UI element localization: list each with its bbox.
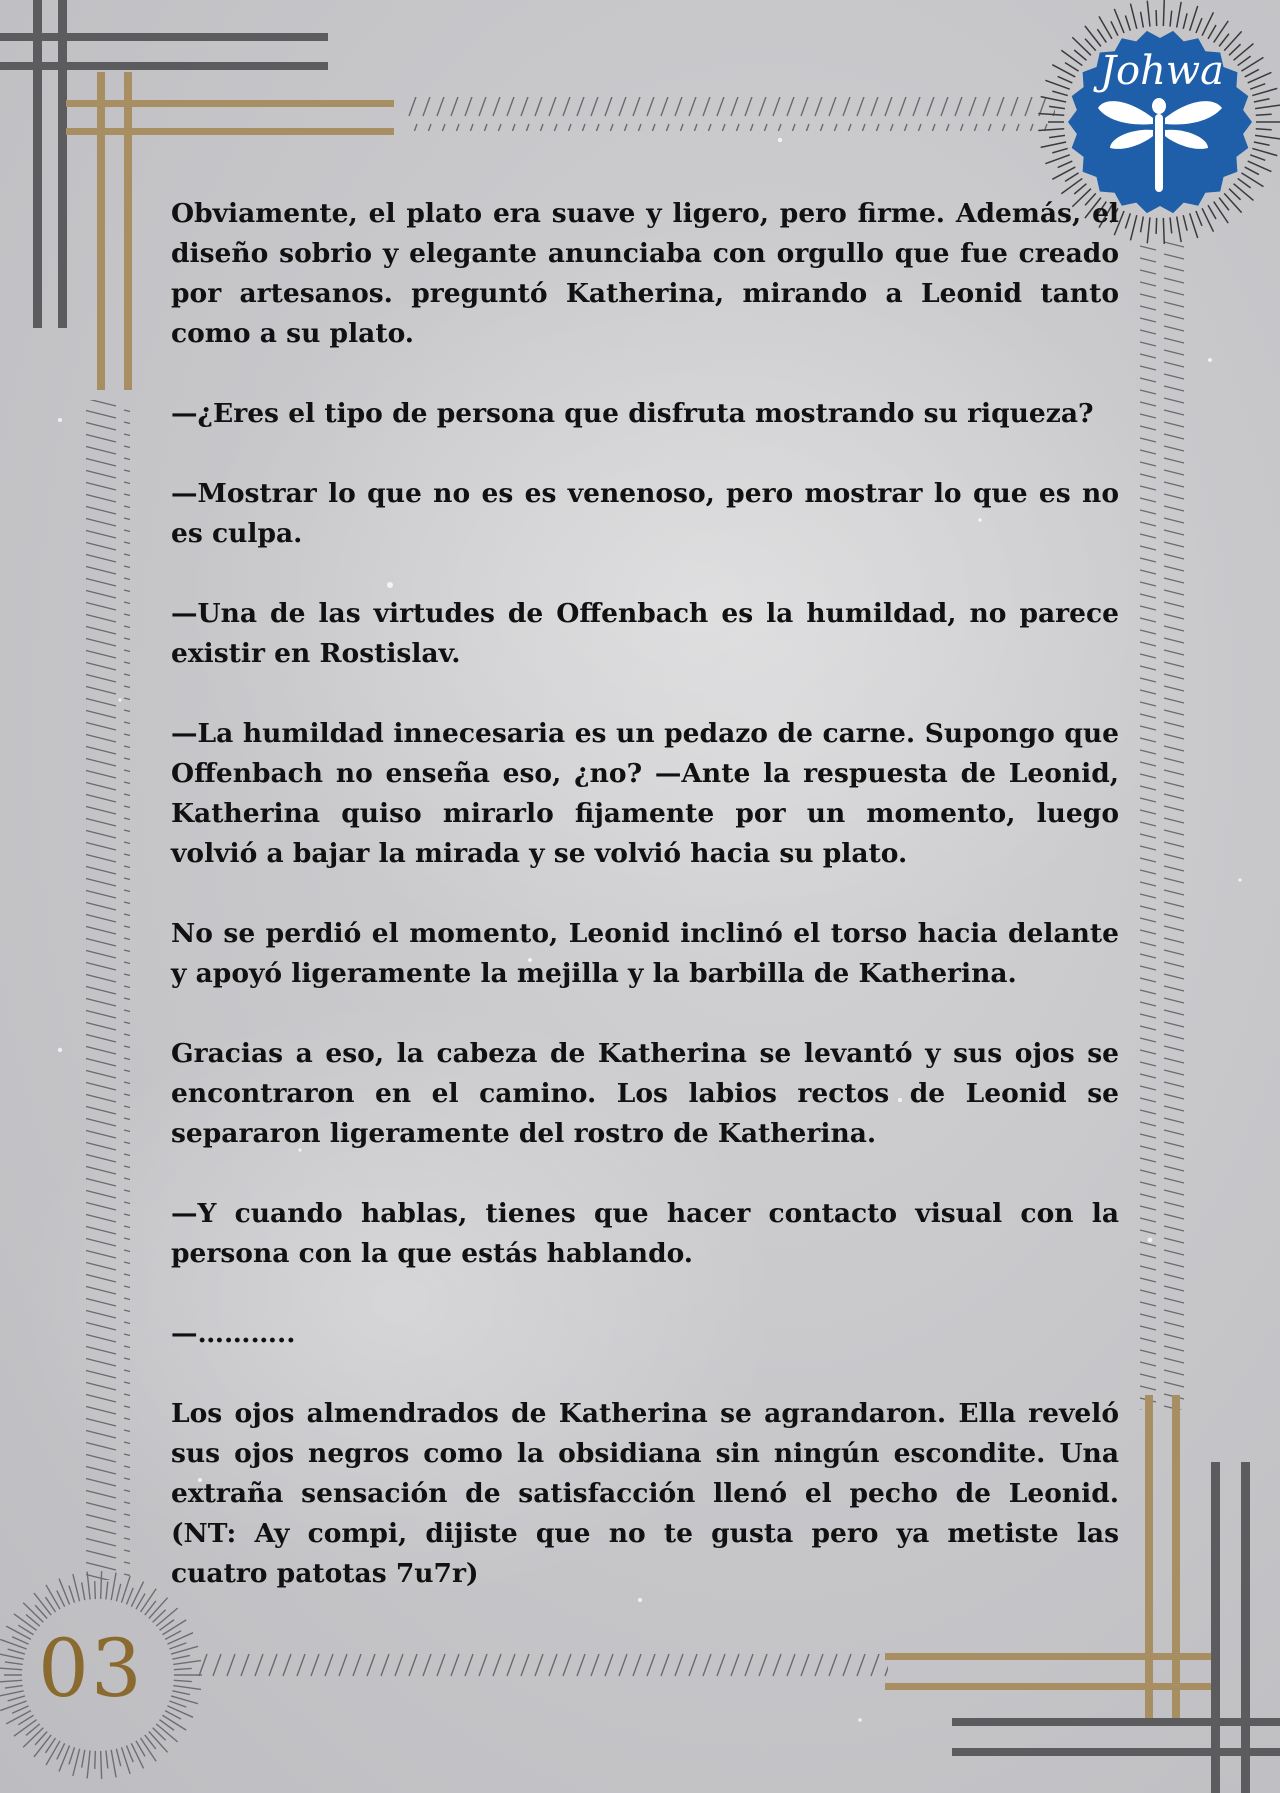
sunburst-ray <box>14 1720 37 1736</box>
sunburst-ray <box>1256 114 1272 115</box>
sunburst-ray <box>1245 69 1259 77</box>
sunburst-ray <box>1214 202 1229 224</box>
sunburst-ray <box>1045 80 1069 89</box>
sunburst-ray <box>172 1655 190 1659</box>
sunburst-ray <box>173 1686 201 1690</box>
sunburst-ray <box>1254 99 1270 102</box>
sunburst-ray <box>167 1706 193 1717</box>
sunburst-ray <box>73 1574 80 1601</box>
sunburst-ray <box>1238 56 1251 65</box>
sunburst-ray <box>5 1662 23 1665</box>
sunburst-ray <box>1049 135 1065 137</box>
sunburst-ray <box>1214 21 1229 43</box>
sunburst-ray <box>1045 155 1069 164</box>
sunburst-ray <box>1183 13 1187 29</box>
sunburst-ray <box>140 1738 156 1761</box>
sunburst-ray <box>1141 217 1144 233</box>
sunburst-ray <box>1241 57 1263 71</box>
sunburst-ray <box>167 1633 193 1644</box>
story-text <box>171 194 1119 1634</box>
sunburst-ray <box>6 1626 31 1639</box>
sunburst-ray <box>1255 105 1280 109</box>
sunburst-ray <box>111 1750 116 1778</box>
sunburst-ray <box>12 1637 28 1644</box>
sunburst-ray <box>101 1571 102 1599</box>
sunburst-ray <box>1163 0 1164 26</box>
paragraph: —¿Eres el tipo de persona que disfruta mostrando su riqueza? <box>171 398 1094 429</box>
sunburst-ray <box>0 1680 22 1682</box>
sunburst-ray <box>82 1582 85 1600</box>
sunburst-ray <box>12 1706 28 1713</box>
sunburst-ray <box>1147 1 1150 27</box>
sunburst-ray <box>69 1747 75 1764</box>
sunburst-ray <box>46 1741 60 1765</box>
sunburst-ray <box>1170 217 1172 233</box>
sunburst-ray <box>1097 29 1106 42</box>
sunburst-ray <box>1252 148 1277 155</box>
sunburst-ray <box>46 1585 60 1609</box>
sunburst-ray <box>106 1751 108 1769</box>
sunburst-ray <box>1170 11 1172 27</box>
sunburst-ray <box>173 1661 201 1665</box>
sunburst-ray <box>162 1715 186 1730</box>
sunburst-ray <box>1196 211 1202 226</box>
sunburst-ray <box>1072 37 1091 55</box>
sunburst-ray <box>116 1749 120 1766</box>
sunburst-ray <box>1190 213 1198 238</box>
sunburst-ray <box>106 1582 108 1600</box>
sunburst-ray <box>23 1728 43 1747</box>
sunburst-ray <box>169 1701 186 1707</box>
sunburst-ray <box>1219 34 1229 47</box>
sunburst-ray <box>34 1735 51 1757</box>
paragraph: —Y cuando hablas, tienes que hacer contacto visual con la persona con la que estás hablando. <box>171 1198 1119 1269</box>
sunburst-ray <box>1163 218 1164 244</box>
sunburst-ray <box>1065 173 1079 181</box>
page-number: 03 <box>38 1622 144 1715</box>
sunburst-ray <box>1085 39 1096 51</box>
sunburst-ray <box>1130 4 1136 29</box>
sunburst-ray <box>174 1680 192 1681</box>
sunburst-ray <box>69 1586 75 1603</box>
sunburst-ray <box>1058 76 1073 83</box>
sunburst-ray <box>1224 193 1241 212</box>
paragraph: —La humildad innecesaria es un pedazo de carne. Supongo que Offenbach no enseña eso, ¿no? —Ante la respuesta de Leonid, Katherina quiso mirarlo fijamente por un momento, luego volvió a bajar la mirada y se volvió hacia su plato. <box>171 718 1119 869</box>
sunburst-ray <box>172 1691 190 1695</box>
paragraph: Obviamente, el plato era suave y ligero, pero firme. Además, el diseño sobrio y elegante anunciaba con orgullo que fue creado por artesanos. preguntó Katherina, mirando a Leonid tanto como a su plato. <box>171 198 1119 349</box>
logo-text: Johwa <box>1100 48 1224 94</box>
sunburst-ray <box>1052 148 1067 152</box>
sunburst-ray <box>87 1751 90 1779</box>
sunburst-ray <box>140 1589 156 1612</box>
sunburst-ray <box>1234 184 1254 201</box>
sunburst-ray <box>95 1751 96 1769</box>
sunburst-ray <box>57 1591 65 1607</box>
sunburst-ray <box>1241 173 1263 187</box>
sunburst-ray <box>59 1579 69 1605</box>
sunburst-ray <box>73 1749 80 1776</box>
sunburst-ray <box>1196 18 1202 33</box>
paragraph: —Mostrar lo que no es es venenoso, pero mostrar lo que es no es culpa. <box>171 478 1119 549</box>
sunburst-ray <box>95 1581 96 1599</box>
sunburst-ray <box>6 1711 31 1724</box>
sunburst-ray <box>131 1582 143 1607</box>
sunburst-ray <box>82 1750 85 1768</box>
sunburst-ray <box>1061 178 1082 193</box>
sunburst-ray <box>1074 184 1086 194</box>
sunburst-ray <box>1065 63 1079 71</box>
sunburst-ray <box>1238 178 1251 187</box>
paragraph: Gracias a eso, la cabeza de Katherina se levantó y sus ojos se encontraron en el camino. Los labios rectos de Leonid se separaron ligeramente del rostro de Katherina. <box>171 1038 1119 1149</box>
paragraph: No se perdió el momento, Leonid inclinó el torso hacia delante y apoyó ligeramente la mejilla y la barbilla de Katherina. <box>171 918 1119 989</box>
paragraph: —……….. <box>171 1318 296 1349</box>
sunburst-ray <box>116 1584 120 1601</box>
sunburst-ray <box>169 1643 186 1649</box>
sunburst-ray <box>1252 88 1277 95</box>
sunburst-ray <box>1229 44 1241 55</box>
sunburst-ray <box>149 1598 168 1619</box>
sunburst-ray <box>1125 15 1130 30</box>
sunburst-ray <box>1177 217 1182 243</box>
sunburst-ray <box>1255 135 1280 139</box>
paragraph: Los ojos almendrados de Katherina se agrandaron. Ella reveló sus ojos negros como la obsidiana sin ningún escondite. Una extraña sensación de satisfacción llenó el pecho de Leonid. (NT: Ay compi, dijiste que no te gusta pero ya metiste las cuatro patotas 7u7r) <box>171 1398 1119 1589</box>
sunburst-ray <box>1114 9 1124 33</box>
sunburst-ray <box>131 1743 143 1768</box>
sunburst-ray <box>0 1691 24 1697</box>
paragraph: —Una de las virtudes de Offenbach es la humildad, no parece existir en Rostislav. <box>171 598 1119 669</box>
sunburst-ray <box>1229 189 1241 200</box>
sunburst-ray <box>1208 205 1216 219</box>
sunburst-ray <box>23 1603 43 1622</box>
sunburst-ray <box>0 1653 24 1659</box>
sunburst-ray <box>1147 217 1150 243</box>
sunburst-ray <box>1125 213 1130 228</box>
sunburst-ray <box>1041 142 1066 147</box>
sunburst-ray <box>126 1588 133 1605</box>
sunburst-ray <box>1130 215 1136 240</box>
sunburst-ray <box>59 1745 69 1771</box>
sunburst-ray <box>1250 155 1265 160</box>
sunburst-ray <box>1219 198 1229 211</box>
sunburst-ray <box>1183 215 1187 231</box>
sunburst-ray <box>5 1686 23 1689</box>
sunburst-ray <box>1224 31 1241 50</box>
sunburst-ray <box>1250 84 1265 89</box>
sunburst-ray <box>1074 50 1086 60</box>
sunburst-ray <box>1052 91 1067 95</box>
sunburst-ray <box>1085 26 1101 46</box>
sunburst-ray <box>1208 25 1216 39</box>
sunburst-ray <box>1234 44 1254 61</box>
sunburst-ray <box>14 1614 37 1630</box>
sunburst-ray <box>1256 129 1272 130</box>
sunburst-ray <box>156 1724 177 1742</box>
sunburst-ray <box>34 1593 51 1615</box>
sunburst-ray <box>149 1731 168 1752</box>
sunburst-ray <box>1141 12 1144 28</box>
sunburst-ray <box>0 1668 22 1670</box>
sunburst-ray <box>1254 142 1270 145</box>
sunburst-ray <box>1061 50 1082 65</box>
sunburst-ray <box>174 1668 192 1669</box>
sunburst-ray <box>57 1743 65 1759</box>
sunburst-ray <box>1156 218 1157 234</box>
sunburst-ray <box>101 1751 102 1779</box>
sunburst-ray <box>8 1696 25 1701</box>
sunburst-ray <box>1177 2 1182 28</box>
sunburst-ray <box>1190 6 1198 31</box>
sunburst-ray <box>1245 167 1259 175</box>
sunburst-ray <box>8 1649 25 1654</box>
sunburst-ray <box>1058 161 1073 168</box>
sunburst-ray <box>126 1745 133 1762</box>
sunburst-ray <box>1156 10 1157 26</box>
sunburst-ray <box>1111 21 1118 35</box>
